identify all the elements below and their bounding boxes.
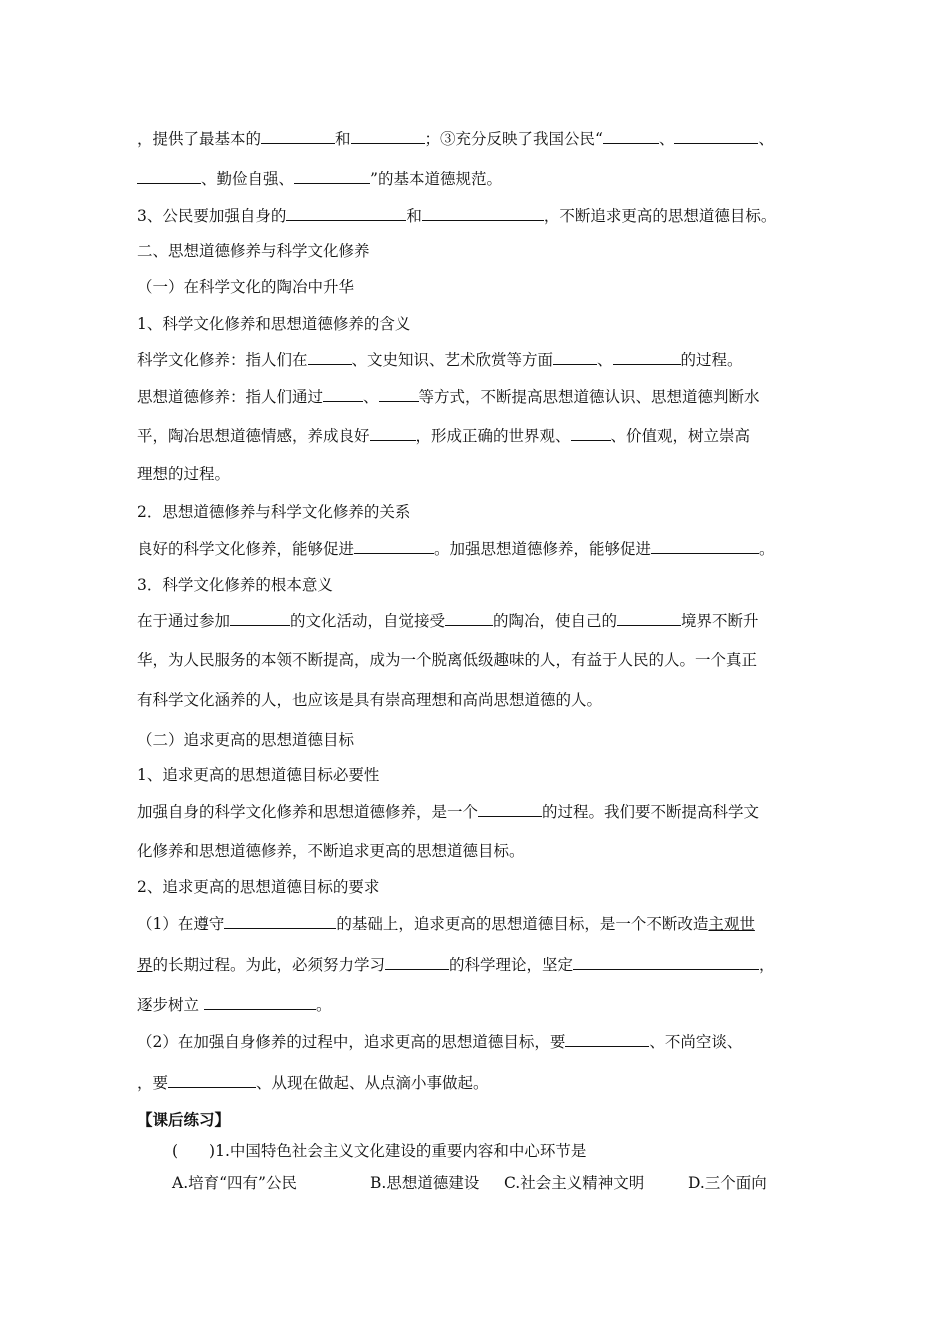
- blank: [385, 955, 449, 970]
- text-line: [137, 206, 776, 226]
- item-heading: 1、追求更高的思想道德目标必要性: [137, 766, 380, 784]
- text-line: [137, 611, 759, 631]
- text-line: [137, 350, 743, 370]
- text-line: 化修养和思想道德修养，不断追求更高的思想道德目标。: [137, 842, 525, 860]
- item-heading: 2、追求更高的思想道德目标的要求: [137, 878, 380, 896]
- blank: [613, 350, 681, 365]
- text: ”的基本道德规范。: [370, 170, 502, 188]
- blank: [224, 914, 336, 929]
- text: ；③充分反映了我国公民“: [424, 130, 603, 148]
- text: 加强自身的科学文化修养和思想道德修养，是一个: [137, 803, 479, 821]
- text: 境界不断升: [681, 612, 759, 630]
- text: 的过程。我们要不断提高科学文: [542, 803, 760, 821]
- text: 的文化活动，自觉接受: [290, 612, 446, 630]
- blank: [230, 611, 290, 626]
- underlined-text: 主观世: [708, 915, 755, 933]
- text: 思想道德修养：指人们通过: [137, 388, 324, 406]
- text: ，要: [137, 1074, 169, 1092]
- text: 等方式，不断提高思想道德认识、思想道德判断水: [418, 388, 760, 406]
- text-line: [137, 387, 760, 407]
- text-line: [137, 129, 774, 149]
- option-a: A.培育“四有”公民: [172, 1174, 297, 1192]
- blank: [351, 129, 425, 144]
- blank: [308, 350, 352, 365]
- text: 、: [363, 388, 379, 406]
- subsection-heading: （二）追求更高的思想道德目标: [137, 731, 355, 749]
- text: 、文史知识、艺术欣赏等方面: [351, 351, 554, 369]
- text: 、: [658, 130, 675, 148]
- blank: [617, 611, 681, 626]
- text-line: [137, 1073, 489, 1093]
- section-heading: 二、思想道德修养与科学文化修养: [137, 242, 370, 260]
- text: 科学文化修养：指人们在: [137, 351, 308, 369]
- blank: [565, 1032, 649, 1047]
- blank: [553, 350, 597, 365]
- text: 和: [335, 130, 351, 148]
- blank: [478, 802, 542, 817]
- blank: [370, 426, 416, 441]
- blank: [286, 206, 406, 221]
- text: 的基础上，追求更高的思想道德目标，是一个不断改造: [336, 915, 709, 933]
- underlined-text: 界: [137, 956, 153, 974]
- text-line: 华，为人民服务的本领不断提高，成为一个脱离低级趣味的人，有益于人民的人。一个真正: [137, 651, 758, 669]
- item-heading: 1、科学文化修养和思想道德修养的含义: [137, 315, 411, 333]
- blank: [261, 129, 335, 144]
- text: 在于通过参加: [137, 612, 231, 630]
- text: 的过程。: [680, 351, 743, 369]
- blank: [573, 955, 759, 970]
- option-d: D.三个面向: [688, 1174, 767, 1192]
- text: 、勤俭自强、: [201, 170, 295, 188]
- blank: [294, 169, 370, 184]
- text: 平，陶冶思想道德情感，养成良好: [137, 427, 370, 445]
- item-heading: 3．科学文化修养的根本意义: [137, 576, 333, 594]
- option-b: B.思想道德建设: [370, 1174, 480, 1192]
- text: 。: [315, 996, 332, 1014]
- text: 逐步树立: [137, 996, 204, 1014]
- blank: [137, 169, 201, 184]
- text-line: 有科学文化涵养的人，也应该是具有崇高理想和高尚思想道德的人。: [137, 691, 603, 709]
- text-line: [137, 802, 759, 822]
- text: 的陶冶，使自己的: [493, 612, 618, 630]
- text: 、不尚空谈、: [649, 1033, 743, 1051]
- text: ，提供了最基本的: [137, 130, 262, 148]
- text: 、: [758, 130, 774, 148]
- exercise-heading: 【课后练习】: [137, 1111, 231, 1129]
- text: 3、公民要加强自身的: [137, 207, 287, 225]
- blank: [422, 206, 544, 221]
- text: ，不断追求更高的思想道德目标。: [543, 207, 777, 225]
- option-c: C.社会主义精神文明: [504, 1174, 645, 1192]
- blank: [651, 539, 759, 554]
- blank: [379, 387, 419, 402]
- text-line: [137, 539, 775, 559]
- text-line: [137, 995, 331, 1015]
- text-line: [137, 914, 755, 934]
- text: 、: [597, 351, 613, 369]
- blank: [204, 995, 316, 1010]
- text-line: 理想的过程。: [137, 465, 231, 483]
- text-line: [137, 169, 502, 189]
- text: 良好的科学文化修养，能够促进: [137, 540, 355, 558]
- blank: [445, 611, 493, 626]
- text: 和: [406, 207, 422, 225]
- text: ，形成正确的世界观、: [415, 427, 571, 445]
- text: 、从现在做起、从点滴小事做起。: [256, 1074, 489, 1092]
- blank: [571, 426, 611, 441]
- blank: [603, 129, 659, 144]
- blank: [674, 129, 758, 144]
- text: 。加强思想道德修养，能够促进: [434, 540, 652, 558]
- item-heading: 2．思想道德修养与科学文化修养的关系: [137, 503, 411, 521]
- text: 、价值观，树立崇高: [610, 427, 751, 445]
- text-line: [137, 1032, 742, 1052]
- text: 。: [759, 540, 775, 558]
- text: （2）在加强自身修养的过程中，追求更高的思想道德目标，要: [137, 1033, 566, 1051]
- text: （1）在遵守: [137, 915, 225, 933]
- text-line: [137, 426, 750, 446]
- subsection-heading: （一）在科学文化的陶冶中升华: [137, 278, 355, 296]
- text: ，: [759, 956, 775, 974]
- text: 的科学理论，坚定: [449, 956, 574, 974]
- blank: [168, 1073, 256, 1088]
- text: 的长期过程。为此，必须努力学习: [152, 956, 386, 974]
- blank: [323, 387, 363, 402]
- question-stem: ( )1.中国特色社会主义文化建设的重要内容和中心环节是: [172, 1142, 587, 1160]
- blank: [354, 539, 434, 554]
- text-line: [137, 955, 775, 975]
